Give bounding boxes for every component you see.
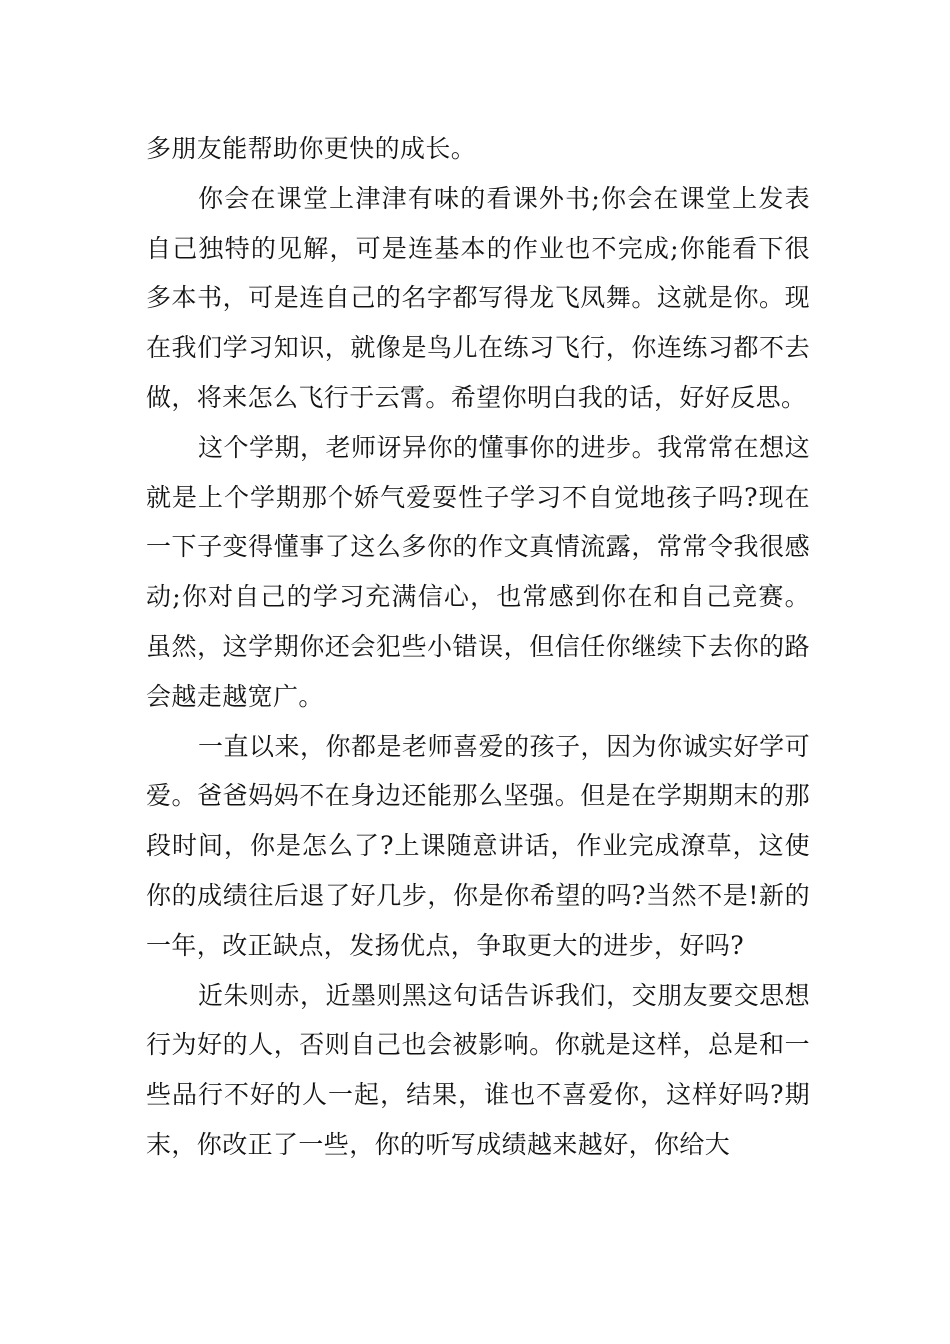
paragraph: 这个学期，老师讶异你的懂事你的进步。我常常在想这就是上个学期那个娇气爱耍性子学习不自觉地孩子吗?现在一下子变得懂事了这么多你的作文真情流露，常常令我很感动;你对自己的学习充满信心，也常感到你在和自己竞赛。虽然，这学期你还会犯些小错误，但信任你继续下去你的路会越走越宽广。 bbox=[146, 432, 810, 711]
paragraph-continued: 多朋友能帮助你更快的成长。 bbox=[146, 134, 477, 163]
document-body bbox=[146, 124, 810, 1170]
paragraph: 你会在课堂上津津有味的看课外书;你会在课堂上发表自己独特的见解，可是连基本的作业也不完成;你能看下很多本书，可是连自己的名字都写得龙飞凤舞。这就是你。现在我们学习知识，就像是鸟儿在练习飞行，你连练习都不去做，将来怎么飞行于云霄。希望你明白我的话，好好反思。 bbox=[146, 183, 810, 412]
paragraph: 一直以来，你都是老师喜爱的孩子，因为你诚实好学可爱。爸爸妈妈不在身边还能那么坚强。但是在学期期末的那段时间，你是怎么了?上课随意讲话，作业完成潦草，这使你的成绩往后退了好几步，你是你希望的吗?当然不是!新的一年，改正缺点，发扬优点，争取更大的进步，好吗? bbox=[146, 731, 810, 960]
paragraph: 近朱则赤，近墨则黑这句话告诉我们，交朋友要交思想行为好的人，否则自己也会被影响。你就是这样，总是和一些品行不好的人一起，结果，谁也不喜爱你，这样好吗?期末，你改正了一些，你的听写成绩越来越好，你给大 bbox=[146, 980, 810, 1159]
